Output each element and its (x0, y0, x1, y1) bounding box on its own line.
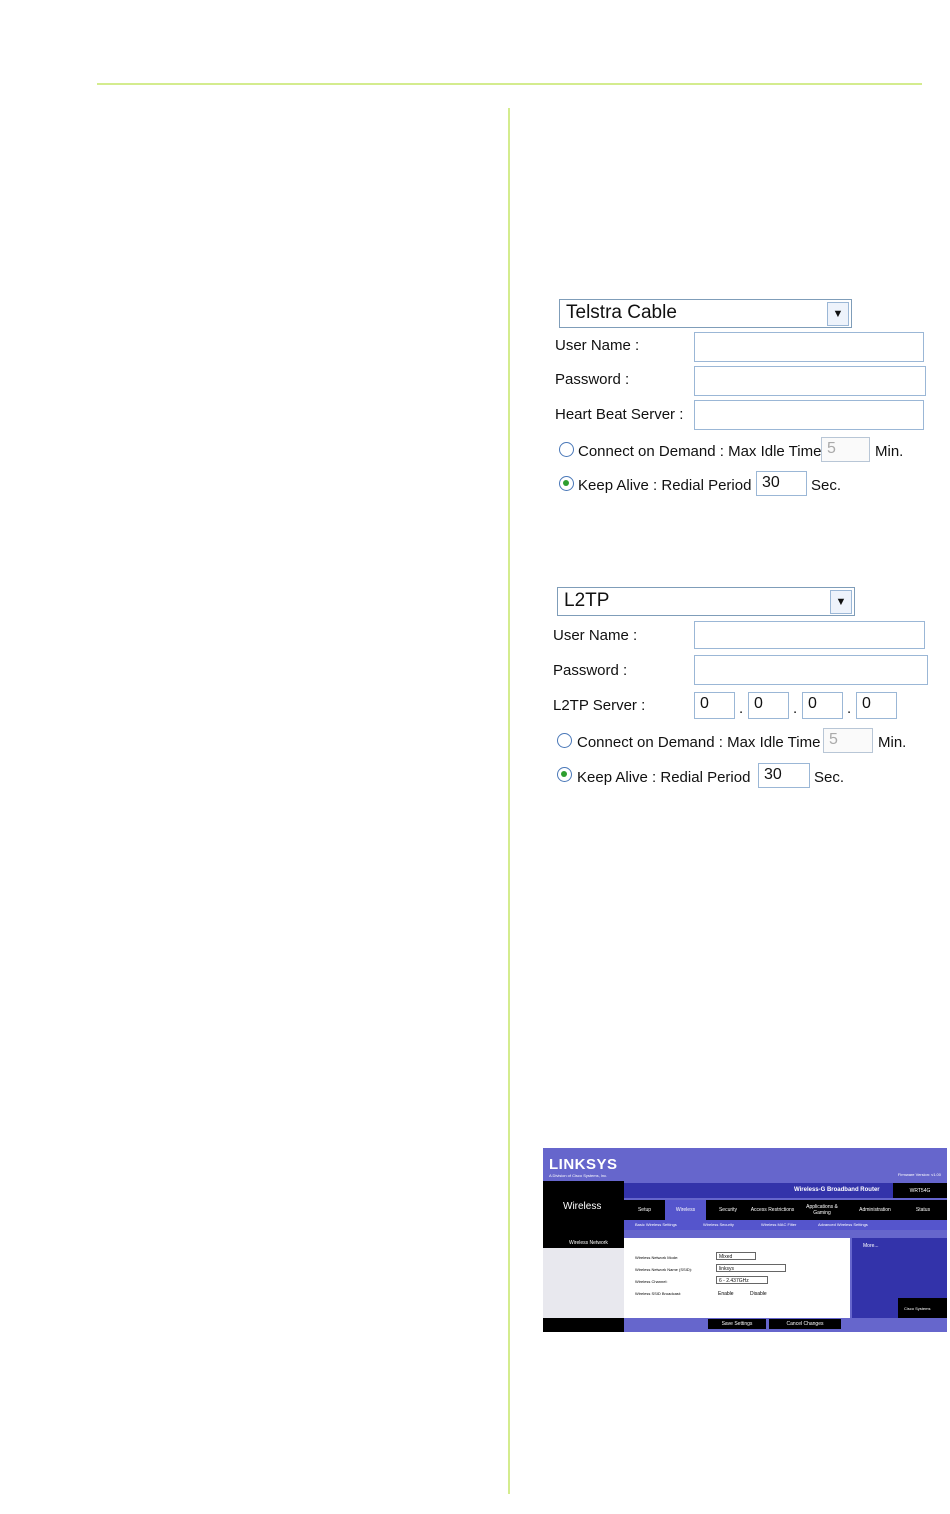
network-mode-label: Wireless Network Mode: (635, 1255, 679, 1260)
tab-administration[interactable]: Administration (859, 1207, 891, 1213)
password-input[interactable] (694, 655, 928, 685)
help-more-link[interactable]: More... (863, 1243, 879, 1249)
tab-wireless[interactable]: Wireless (665, 1200, 706, 1220)
ip-octet-1-input[interactable]: 0 (694, 692, 735, 719)
tab-status[interactable]: Status (915, 1207, 931, 1213)
password-label: Password : (553, 662, 628, 679)
firmware-version: Firmware Version: v1.00 (897, 1172, 941, 1177)
sidebar-panel (543, 1248, 624, 1318)
cancel-changes-button[interactable]: Cancel Changes (769, 1319, 841, 1329)
user-name-input[interactable] (694, 332, 924, 362)
minutes-unit: Min. (875, 443, 904, 460)
dropdown-value: Telstra Cable (566, 302, 677, 323)
wireless-network-label: Wireless Network (569, 1240, 608, 1246)
connect-on-demand-radio[interactable] (557, 733, 572, 748)
ssid-label: Wireless Network Name (SSID): (635, 1267, 693, 1272)
ssid-input[interactable]: linksys (716, 1264, 786, 1272)
sidebar-footer (543, 1318, 624, 1332)
ip-octet-2-input[interactable]: 0 (748, 692, 789, 719)
ssid-broadcast-enable[interactable]: Enable (718, 1291, 734, 1297)
heart-beat-server-input[interactable] (694, 400, 924, 430)
minutes-unit: Min. (878, 734, 907, 751)
redial-period-input[interactable]: 30 (756, 471, 807, 496)
subtab-wireless-security[interactable]: Wireless Security (703, 1222, 734, 1227)
section-title: Wireless (563, 1201, 602, 1212)
heart-beat-server-label: Heart Beat Server : (555, 406, 684, 423)
subtab-mac-filter[interactable]: Wireless MAC Filter (761, 1222, 797, 1227)
connect-on-demand-label: Connect on Demand : Max Idle Time (577, 734, 821, 751)
ip-dot: . (793, 700, 798, 717)
product-name: Wireless-G Broadband Router (794, 1187, 880, 1193)
subtab-advanced-wireless[interactable]: Advanced Wireless Settings (818, 1222, 868, 1227)
top-divider (97, 83, 922, 85)
tab-setup[interactable]: Setup (637, 1207, 652, 1213)
user-name-label: User Name : (555, 337, 640, 354)
connect-on-demand-radio[interactable] (559, 442, 574, 457)
max-idle-time-input[interactable]: 5 (821, 437, 870, 462)
chevron-down-icon[interactable]: ▼ (830, 590, 852, 614)
channel-select[interactable]: 6 - 2.437GHz (716, 1276, 768, 1284)
ip-octet-4-input[interactable]: 0 (856, 692, 897, 719)
password-label: Password : (555, 371, 630, 388)
channel-label: Wireless Channel: (635, 1279, 668, 1284)
subtab-basic-wireless[interactable]: Basic Wireless Settings (635, 1222, 677, 1227)
tab-access-restrictions[interactable]: Access Restrictions (750, 1207, 795, 1213)
keep-alive-radio[interactable] (559, 476, 574, 491)
redial-period-input[interactable]: 30 (758, 763, 810, 788)
connect-on-demand-label: Connect on Demand : Max Idle Time (578, 443, 822, 460)
connection-type-dropdown[interactable] (557, 587, 855, 616)
ip-dot: . (847, 700, 852, 717)
seconds-unit: Sec. (814, 769, 845, 786)
keep-alive-label: Keep Alive : Redial Period (578, 477, 752, 494)
wireless-network-heading (543, 1238, 624, 1248)
ssid-broadcast-label: Wireless SSID Broadcast: (635, 1291, 682, 1296)
dropdown-value: L2TP (564, 590, 610, 611)
user-name-label: User Name : (553, 627, 638, 644)
connection-type-dropdown[interactable] (559, 299, 852, 328)
tab-applications-gaming[interactable]: Applications & Gaming (806, 1204, 838, 1216)
ip-dot: . (739, 700, 744, 717)
ssid-broadcast-disable[interactable]: Disable (750, 1291, 767, 1297)
save-settings-button[interactable]: Save Settings (708, 1319, 766, 1329)
network-mode-select[interactable]: Mixed (716, 1252, 756, 1260)
max-idle-time-input[interactable]: 5 (823, 728, 873, 753)
ip-octet-3-input[interactable]: 0 (802, 692, 843, 719)
seconds-unit: Sec. (811, 477, 842, 494)
linksys-wireless-screenshot (543, 1148, 947, 1332)
logo-subtitle: A Division of Cisco Systems, Inc. (549, 1173, 608, 1178)
keep-alive-radio[interactable] (557, 767, 572, 782)
linksys-logo: LINKSYS (549, 1156, 618, 1173)
l2tp-server-label: L2TP Server : (553, 697, 646, 714)
user-name-input[interactable] (694, 621, 925, 649)
cisco-logo-text: Cisco Systems (904, 1306, 931, 1311)
model-number: WRT54G (893, 1183, 947, 1198)
column-divider (508, 108, 510, 1494)
chevron-down-icon[interactable]: ▼ (827, 302, 849, 326)
keep-alive-label: Keep Alive : Redial Period (577, 769, 751, 786)
password-input[interactable] (694, 366, 926, 396)
tab-security[interactable]: Security (718, 1207, 738, 1213)
